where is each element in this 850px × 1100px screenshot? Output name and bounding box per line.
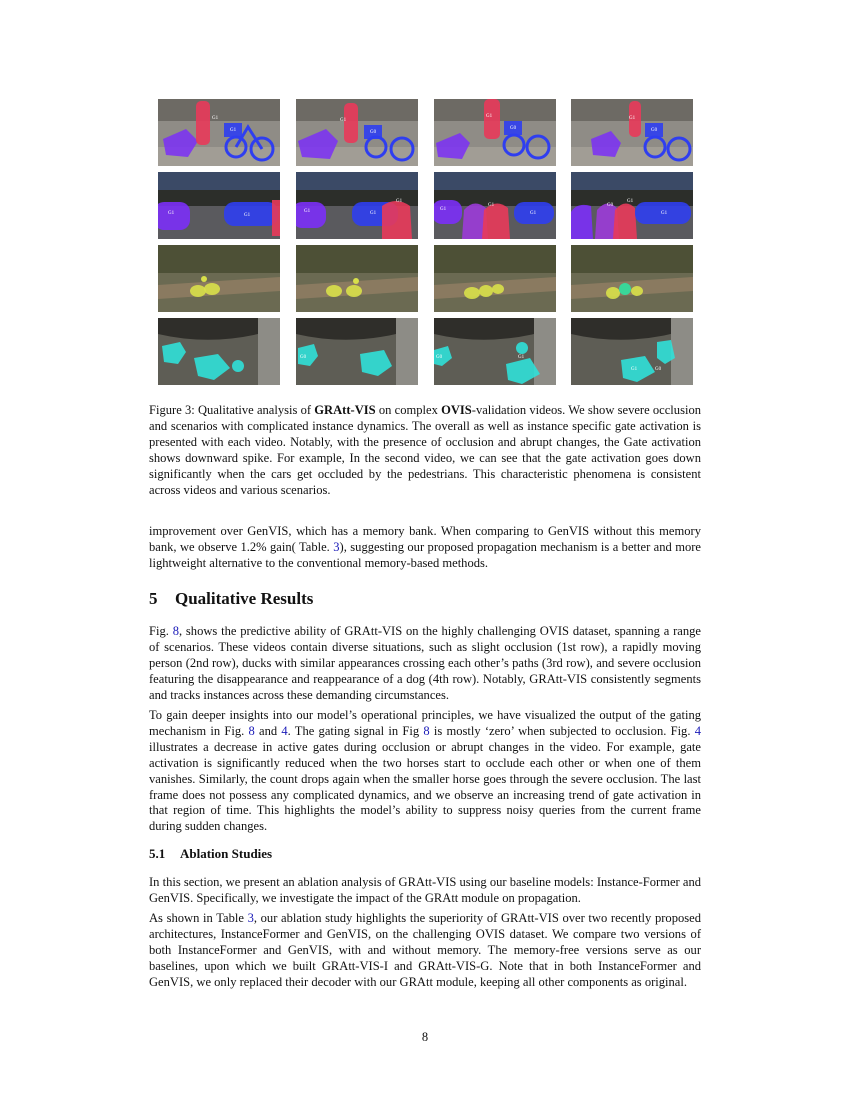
gate-label: G0	[607, 203, 614, 208]
gate-label: G0	[370, 130, 377, 135]
figure-frame-row4-col3	[434, 318, 556, 385]
figure-frame-row2-col2	[296, 172, 418, 239]
gate-label: G1	[440, 207, 447, 212]
section-number: 5	[149, 589, 158, 608]
caption-bold-gratt: GRAtt-VIS	[314, 403, 376, 417]
gate-label: G1	[661, 211, 668, 216]
figure-frame-row1-col4	[571, 99, 693, 166]
gate-label: G0	[655, 367, 662, 372]
figure-frame-row3-col1	[158, 245, 280, 312]
figure-frame-row1-col2	[296, 99, 418, 166]
figure-frame-row3-col2	[296, 245, 418, 312]
gate-label: G1	[340, 118, 347, 123]
figure-ref-link[interactable]: 4	[694, 723, 701, 738]
gate-label: G0	[651, 128, 658, 133]
gate-label: G0	[510, 126, 517, 131]
gate-label: G1	[518, 355, 525, 360]
figure-ref-link[interactable]: 8	[423, 723, 430, 738]
ablation-paragraph-2: As shown in Table 3, our ablation study highlights the superiority of GRAtt-VIS over two recently proposed architectures, InstanceFormer and GenVIS, on the challenging OVIS dataset. We compare two versions of both InstanceFormer and GenVIS, with and without memory. The memory-free versions serve as our baselines, upon which we built GRAtt-VIS-I and GRAtt-VIS-G. Note that in both InstanceFormer and GenVIS, we only replaced their decoder with our GRAtt module, keeping all other components as original.	[149, 911, 701, 989]
gate-label: G1	[370, 211, 377, 216]
figure-ref-link[interactable]: 8	[248, 723, 255, 738]
figure-frame-row3-col3	[434, 245, 556, 312]
figure-frame-row4-col1	[158, 318, 280, 385]
figure-ref-link[interactable]: 4	[281, 723, 288, 738]
gate-label: G1	[631, 367, 638, 372]
figure-frame-row2-col1	[158, 172, 280, 239]
gate-label: G1	[629, 116, 636, 121]
gate-label: G1	[244, 213, 251, 218]
figure-3-image-grid	[158, 99, 693, 386]
table-ref-link[interactable]: 3	[333, 539, 340, 554]
intro-paragraph: improvement over GenVIS, which has a memory bank. When comparing to GenVIS without this memory bank, we observe 1.2% gain( Table. 3), suggesting our proposed propagation mechanism is a better and more lightweight alternative to the conventional memory-based methods.	[149, 524, 701, 570]
caption-bold-ovis: OVIS	[441, 403, 472, 417]
figure-frame-row2-col3	[434, 172, 556, 239]
figure-frame-row2-col4	[571, 172, 693, 239]
section-5-heading	[149, 589, 313, 609]
figure-frame-row4-col4	[571, 318, 693, 385]
gate-label: G0	[300, 355, 307, 360]
figure-frame-row3-col4	[571, 245, 693, 312]
figure-ref-link[interactable]: 8	[172, 624, 179, 638]
gate-label: G1	[230, 128, 237, 133]
figure-3-caption: Figure 3: Qualitative analysis of GRAtt-VIS on complex OVIS-validation videos. We show severe occlusion and scenarios with complicated instance dynamics. The overall as well as instance specific gate activation is presented with each video. Notably, with the presence of occlusion and abrupt changes, the Gate activation shows downward spike. For example, In the second video, we can see that the gate activation goes down significantly when the cars get occluded by the pedestrians. This characteristic phenomena is consistent across videos and various scenarios.	[149, 403, 701, 497]
gate-label: G1	[488, 203, 495, 208]
figure-frame-row1-col3	[434, 99, 556, 166]
gate-label: G1	[627, 199, 634, 204]
page-number: 8	[421, 1030, 429, 1044]
gate-label: G1	[304, 209, 311, 214]
gate-label: G1	[168, 211, 175, 216]
gate-label: G0	[436, 355, 443, 360]
table-ref-link[interactable]: 3	[247, 911, 254, 925]
gate-label: G1	[396, 199, 403, 204]
gate-label: G1	[530, 211, 537, 216]
figure-frame-row1-col1	[158, 99, 280, 166]
section-title: Ablation Studies	[180, 846, 273, 861]
section-number: 5.1	[149, 846, 166, 861]
gate-label: G1	[486, 114, 493, 119]
qualitative-paragraph-2: To gain deeper insights into our model’s operational principles, we have visualized the output of the gating mechanism in Fig. 8 and 4. The gating signal in Fig 8 is mostly ‘zero’ when subjected to occlusion. Fig. 4 illustrates a decrease in active gates during occlusion or abrupt changes in the video. For example, gate activation is significantly reduced when the two horses start to occlude each other or when one of them vanishes. Similarly, the count drops again when the smaller horse goes through the severe occlusion. The last frame does not possess any complicated dynamics, and we observe an increasing trend of gate activation in that region of time. This highlights the model’s ability to suppress noisy queries from the current frame during sudden changes.	[149, 708, 701, 834]
figure-frame-row4-col2	[296, 318, 418, 385]
ablation-paragraph-1: In this section, we present an ablation analysis of GRAtt-VIS using our baseline models: Instance-Former and GenVIS. Specifically, we investigate the impact of the GRAtt module on propagation.	[149, 875, 701, 905]
gate-label: G1	[212, 116, 219, 121]
section-title: Qualitative Results	[175, 589, 314, 608]
section-5-1-heading	[149, 846, 272, 862]
qualitative-paragraph-1: Fig. 8, shows the predictive ability of GRAtt-VIS on the highly challenging OVIS dataset, spanning a range of scenarios. These videos contain diverse situations, such as slight occlusion (1st row), a rapidly moving person (2nd row), ducks with similar appearances crossing each other’s paths (3rd row), and severe occlusion featuring the disappearance and reappearance of a dog (4th row). Notably, GRAtt-VIS consistently segments and tracks instances across these demanding circumstances.	[149, 624, 701, 702]
